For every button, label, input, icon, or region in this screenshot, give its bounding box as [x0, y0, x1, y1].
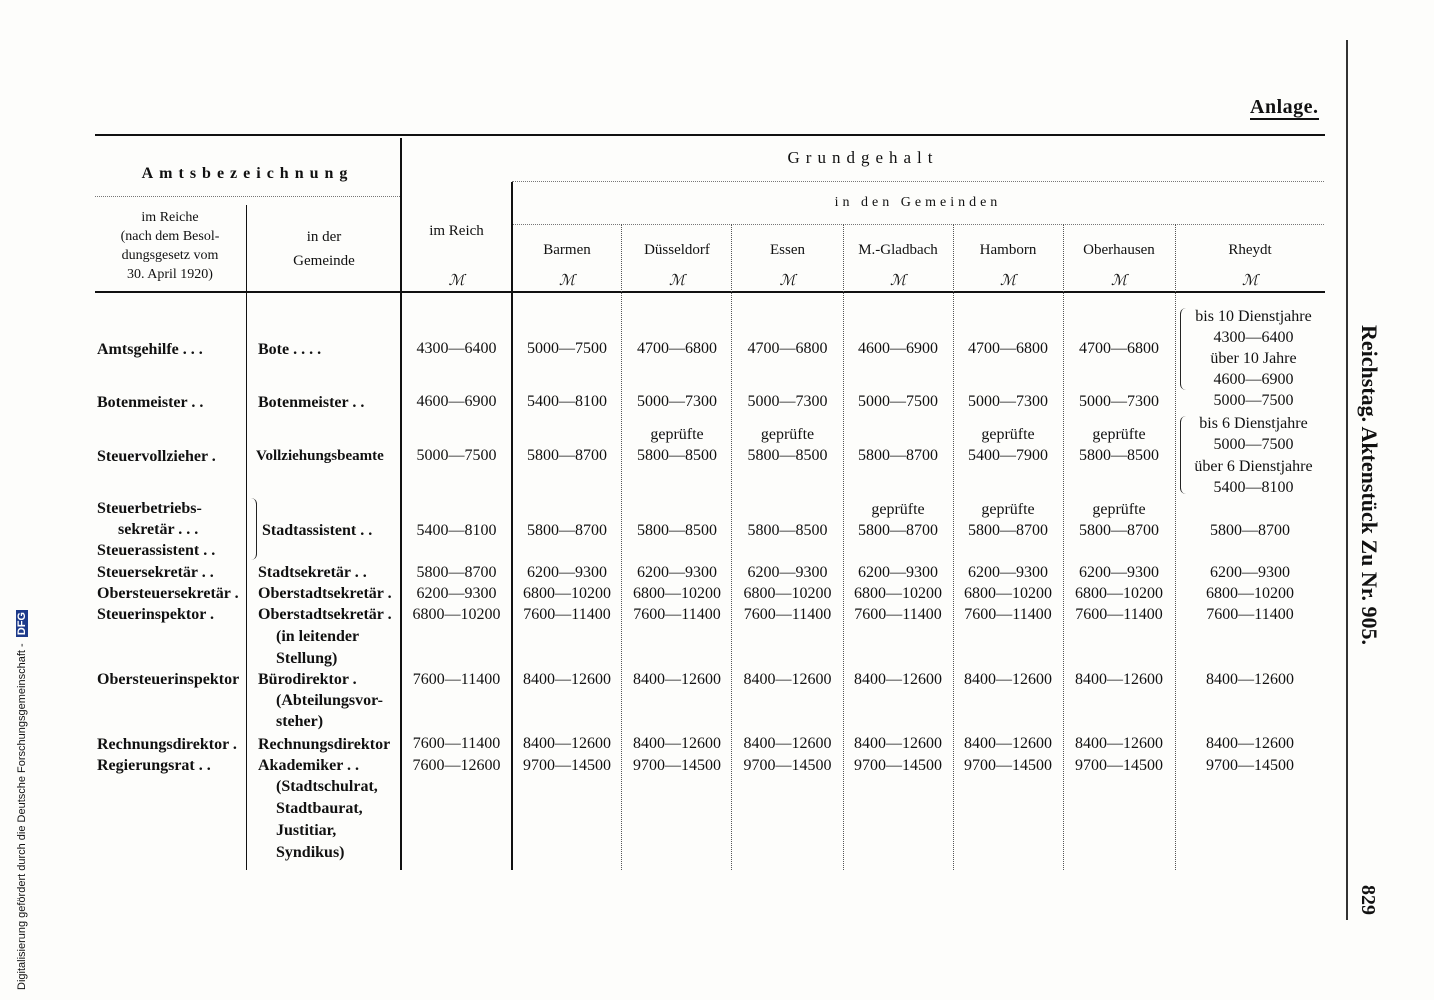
row-rechnungsdirektor-hamborn: 8400—12600: [964, 735, 1052, 752]
row-regierungsrat-oberhausen: 9700—14500: [1075, 757, 1163, 774]
cell-line: geprüfte: [1092, 501, 1146, 518]
row-obersteuerinspektor-gemeinde-2: (Abteilungsvor-: [276, 692, 383, 709]
row-botenmeister-gemeinde: Botenmeister . .: [258, 394, 365, 411]
row-steuervollzieher-rheydt-3: über 6 Dienstjahre: [1194, 458, 1313, 475]
cell-line: geprüfte: [871, 501, 925, 518]
row-amtsgehilfe-rheydt-1: bis 10 Dienstjahre: [1195, 308, 1312, 325]
cell-line: geprüfte: [760, 426, 815, 443]
row-amtsgehilfe-mgladbach: 4600—6900: [858, 340, 938, 357]
row-obersteuersekretaer-hamborn: 6800—10200: [964, 585, 1052, 602]
row-steuerassistent-mgladbach: [843, 499, 953, 541]
row-steuerassistent-hamborn: [953, 499, 1063, 541]
header-town-essen: Essen: [770, 242, 805, 258]
row-obersteuerinspektor-im-reich: 7600—11400: [412, 671, 501, 688]
row-rechnungsdirektor-duesseldorf: 8400—12600: [633, 735, 721, 752]
row-obersteuersekretaer-im-reich: 6200—9300: [416, 585, 497, 602]
cell-line: 5800—8500: [637, 447, 717, 464]
page-number: 829: [1357, 885, 1379, 915]
row-obersteuerinspektor-reich: Obersteuerinspektor: [97, 671, 240, 688]
header-in-der-gemeinde: in der Gemeinde: [293, 229, 355, 269]
row-obersteuerinspektor-oberhausen: 8400—12600: [1075, 671, 1163, 688]
row-steuersekretaer-barmen: 6200—9300: [527, 564, 607, 581]
grundgehalt-rule: [512, 181, 1324, 182]
row-regierungsrat-gemeinde-5: Syndikus): [276, 844, 345, 861]
row-steuerinspektor-duesseldorf: 7600—11400: [633, 606, 721, 623]
header-town-mgladbach: M.-Gladbach: [858, 242, 938, 258]
row-steuerassistent-gemeinde: Stadtassistent . .: [262, 522, 373, 539]
gemeinden-rule: [512, 224, 1324, 225]
header-amtsbezeichnung: Amtsbezeichnung: [141, 165, 354, 182]
row-obersteuerinspektor-mgladbach: 8400—12600: [854, 671, 942, 688]
unit-oberhausen: ℳ: [1110, 273, 1128, 289]
row-steuerassistent-reich-2: sekretär . . .: [118, 521, 199, 538]
row-steuerassistent-reich-1: Steuerbetriebs-: [97, 500, 202, 517]
unit-barmen: ℳ: [558, 273, 576, 289]
gemeinde-brace: [250, 498, 257, 560]
row-amtsgehilfe-rheydt-3: über 10 Jahre: [1210, 350, 1297, 367]
unit-essen: ℳ: [779, 273, 796, 289]
row-botenmeister-hamborn: 5000—7300: [968, 393, 1048, 410]
row-amtsgehilfe-hamborn: 4700—6800: [968, 340, 1048, 357]
row-steuerinspektor-barmen: 7600—11400: [523, 606, 611, 623]
header-town-duesseldorf: Düsseldorf: [644, 242, 710, 258]
row-steuerinspektor-im-reich: 6800—10200: [412, 606, 501, 623]
row-regierungsrat-mgladbach: 9700—14500: [854, 757, 942, 774]
row-steuervollzieher-mgladbach: 5800—8700: [858, 447, 938, 464]
col-divider-gemeinde: [246, 205, 247, 870]
row-steuerassistent-oberhausen: [1063, 499, 1175, 541]
row-rechnungsdirektor-rheydt: 8400—12600: [1206, 735, 1294, 752]
row-botenmeister-oberhausen: 5000—7300: [1079, 393, 1159, 410]
row-obersteuersekretaer-rheydt: 6800—10200: [1206, 585, 1294, 602]
row-steuerassistent-rheydt: 5800—8700: [1210, 522, 1290, 539]
header-grundgehalt: Grundgehalt: [787, 148, 939, 167]
row-amtsgehilfe-duesseldorf: 4700—6800: [637, 340, 717, 357]
row-steuervollzieher-hamborn: [953, 424, 1063, 466]
row-obersteuerinspektor-essen: 8400—12600: [743, 671, 832, 688]
row-amtsgehilfe-rheydt-2: 4300—6400: [1213, 329, 1294, 346]
cell-line: 5800—8500: [747, 447, 828, 464]
right-margin-rule: [1346, 40, 1348, 920]
row-steuerassistent-essen: 5800—8500: [747, 522, 828, 539]
dfg-footer: Digitalisierung gefördert durch die Deutsche Forschungsgemeinschaft - DFG: [16, 612, 28, 990]
row-rechnungsdirektor-mgladbach: 8400—12600: [854, 735, 942, 752]
row-obersteuerinspektor-gemeinde-1: Bürodirektor .: [258, 671, 357, 688]
row-steuervollzieher-gemeinde: Vollziehungsbeamte: [256, 448, 384, 464]
row-obersteuersekretaer-gemeinde: Oberstadtsekretär .: [258, 585, 392, 602]
row-amtsgehilfe-rheydt-4: 4600—6900: [1213, 371, 1294, 388]
row-regierungsrat-barmen: 9700—14500: [523, 757, 611, 774]
header-town-hamborn: Hamborn: [979, 242, 1037, 258]
row-amtsgehilfe-im-reich: 4300—6400: [416, 340, 497, 357]
row-steuersekretaer-hamborn: 6200—9300: [968, 564, 1048, 581]
row-botenmeister-rheydt: 5000—7500: [1213, 392, 1294, 409]
unit-mgladbach: ℳ: [889, 273, 907, 289]
cell-line: 5400—7900: [968, 447, 1048, 464]
cell-line: geprüfte: [981, 501, 1035, 518]
row-regierungsrat-gemeinde-4: Justitiar,: [276, 822, 337, 839]
row-steuervollzieher-barmen: 5800—8700: [527, 447, 607, 464]
row-obersteuerinspektor-gemeinde-3: steher): [276, 713, 324, 730]
header-in-den-gemeinden: in den Gemeinden: [834, 195, 1002, 210]
dfg-logo: DFG: [16, 612, 28, 636]
row-obersteuerinspektor-barmen: 8400—12600: [523, 671, 611, 688]
row-steuerinspektor-hamborn: 7600—11400: [964, 606, 1052, 623]
row-obersteuersekretaer-oberhausen: 6800—10200: [1075, 585, 1163, 602]
anlage-heading: Anlage.: [1250, 96, 1319, 118]
row-steuervollzieher-essen: [732, 424, 843, 466]
row-obersteuersekretaer-reich: Obersteuersekretär .: [97, 585, 239, 602]
row-regierungsrat-gemeinde-3: Stadtbaurat,: [276, 800, 363, 817]
row-regierungsrat-reich: Regierungsrat . .: [97, 757, 211, 774]
row-obersteuerinspektor-duesseldorf: 8400—12600: [633, 671, 721, 688]
side-title: Reichstag. Aktenstück Zu Nr. 905.: [1357, 325, 1382, 646]
row-obersteuersekretaer-barmen: 6800—10200: [523, 585, 611, 602]
cell-line: geprüfte: [981, 426, 1035, 443]
row-regierungsrat-gemeinde-2: (Stadtschulrat,: [276, 778, 378, 795]
row-botenmeister-reich: Botenmeister . .: [97, 394, 204, 411]
row-steuerinspektor-gemeinde-2: (in leitender: [276, 628, 360, 645]
row-amtsgehilfe-barmen: 5000—7500: [527, 340, 607, 357]
row-rechnungsdirektor-im-reich: 7600—11400: [412, 735, 501, 752]
row-steuervollzieher-oberhausen: [1063, 424, 1175, 466]
row-amtsgehilfe-oberhausen: 4700—6800: [1079, 340, 1159, 357]
cell-line: 5800—8700: [968, 522, 1048, 539]
row-steuersekretaer-oberhausen: 6200—9300: [1079, 564, 1159, 581]
header-town-rheydt: Rheydt: [1228, 242, 1272, 258]
row-regierungsrat-duesseldorf: 9700—14500: [633, 757, 721, 774]
row-botenmeister-barmen: 5400—8100: [527, 393, 607, 410]
row-steuersekretaer-duesseldorf: 6200—9300: [637, 564, 717, 581]
row-amtsgehilfe-gemeinde: Bote . . . .: [258, 341, 322, 358]
table-top-rule: [95, 134, 1325, 136]
row-regierungsrat-im-reich: 7600—12600: [412, 757, 501, 774]
row-steuersekretaer-gemeinde: Stadtsekretär . .: [258, 564, 367, 581]
row-steuerinspektor-mgladbach: 7600—11400: [854, 606, 942, 623]
row-steuersekretaer-reich: Steuersekretär . .: [97, 564, 214, 581]
row-steuervollzieher-im-reich: 5000—7500: [416, 447, 497, 464]
row-regierungsrat-hamborn: 9700—14500: [964, 757, 1052, 774]
row-amtsgehilfe-reich: Amtsgehilfe . . .: [97, 341, 203, 358]
cell-line: 5800—8700: [1079, 522, 1159, 539]
row-rechnungsdirektor-reich: Rechnungsdirektor .: [97, 736, 237, 753]
row-steuervollzieher-rheydt-4: 5400—8100: [1213, 479, 1294, 496]
unit-rheydt: ℳ: [1241, 273, 1259, 289]
row-obersteuerinspektor-rheydt: 8400—12600: [1206, 671, 1294, 688]
row-steuerinspektor-rheydt: 7600—11400: [1206, 606, 1294, 623]
row-regierungsrat-rheydt: 9700—14500: [1206, 757, 1294, 774]
row-obersteuersekretaer-mgladbach: 6800—10200: [854, 585, 942, 602]
row-steuerinspektor-gemeinde-3: Stellung): [276, 650, 338, 667]
row-steuerinspektor-reich: Steuerinspektor .: [97, 606, 215, 623]
unit-im-reich: ℳ: [448, 273, 465, 289]
unit-hamborn: ℳ: [999, 273, 1017, 289]
row-rechnungsdirektor-essen: 8400—12600: [743, 735, 832, 752]
amtsbezeichnung-rule: [95, 196, 400, 197]
row-steuersekretaer-rheydt: 6200—9300: [1210, 564, 1290, 581]
row-steuerassistent-duesseldorf: 5800—8500: [637, 522, 717, 539]
row-amtsgehilfe-essen: 4700—6800: [747, 340, 828, 357]
cell-line: 5800—8700: [858, 522, 938, 539]
header-town-barmen: Barmen: [543, 242, 591, 258]
row-steuerinspektor-gemeinde-1: Oberstadtsekretär .: [258, 606, 392, 623]
row-regierungsrat-gemeinde-1: Akademiker . .: [258, 757, 360, 774]
row-botenmeister-duesseldorf: 5000—7300: [637, 393, 717, 410]
row-steuerassistent-im-reich: 5400—8100: [416, 522, 497, 539]
header-town-oberhausen: Oberhausen: [1083, 242, 1155, 258]
row-steuervollzieher-reich: Steuervollzieher .: [97, 448, 216, 465]
row-steuersekretaer-essen: 6200—9300: [747, 564, 828, 581]
row-obersteuersekretaer-essen: 6800—10200: [743, 585, 832, 602]
row-steuervollzieher-rheydt-1: bis 6 Dienstjahre: [1199, 415, 1308, 432]
row-steuervollzieher-rheydt-2: 5000—7500: [1213, 436, 1294, 453]
row-botenmeister-im-reich: 4600—6900: [416, 393, 497, 410]
row-rechnungsdirektor-oberhausen: 8400—12600: [1075, 735, 1163, 752]
header-im-reiche: im Reiche (nach dem Besol- dungsgesetz vom 30. April 1920): [120, 210, 220, 282]
row-regierungsrat-essen: 9700—14500: [743, 757, 832, 774]
unit-duesseldorf: ℳ: [668, 273, 686, 289]
row-steuerassistent-barmen: 5800—8700: [527, 522, 607, 539]
header-im-reich: im Reich: [429, 223, 484, 239]
cell-line: geprüfte: [1092, 426, 1146, 443]
cell-line: geprüfte: [650, 426, 704, 443]
header-bottom-rule: [95, 291, 1325, 293]
row-botenmeister-essen: 5000—7300: [747, 393, 828, 410]
row-steuerinspektor-essen: 7600—11400: [743, 606, 832, 623]
row-steuersekretaer-mgladbach: 6200—9300: [858, 564, 938, 581]
row-steuerassistent-reich-3: Steuerassistent . .: [97, 542, 216, 559]
row-rechnungsdirektor-barmen: 8400—12600: [523, 735, 611, 752]
row-steuersekretaer-im-reich: 5800—8700: [416, 564, 497, 581]
row-steuervollzieher-duesseldorf: [622, 424, 732, 466]
row-steuerinspektor-oberhausen: 7600—11400: [1075, 606, 1163, 623]
row-rechnungsdirektor-gemeinde: Rechnungsdirektor: [258, 736, 391, 753]
row-obersteuersekretaer-duesseldorf: 6800—10200: [633, 585, 721, 602]
row-botenmeister-mgladbach: 5000—7500: [858, 393, 938, 410]
cell-line: 5800—8500: [1079, 447, 1159, 464]
row-obersteuerinspektor-hamborn: 8400—12600: [964, 671, 1052, 688]
